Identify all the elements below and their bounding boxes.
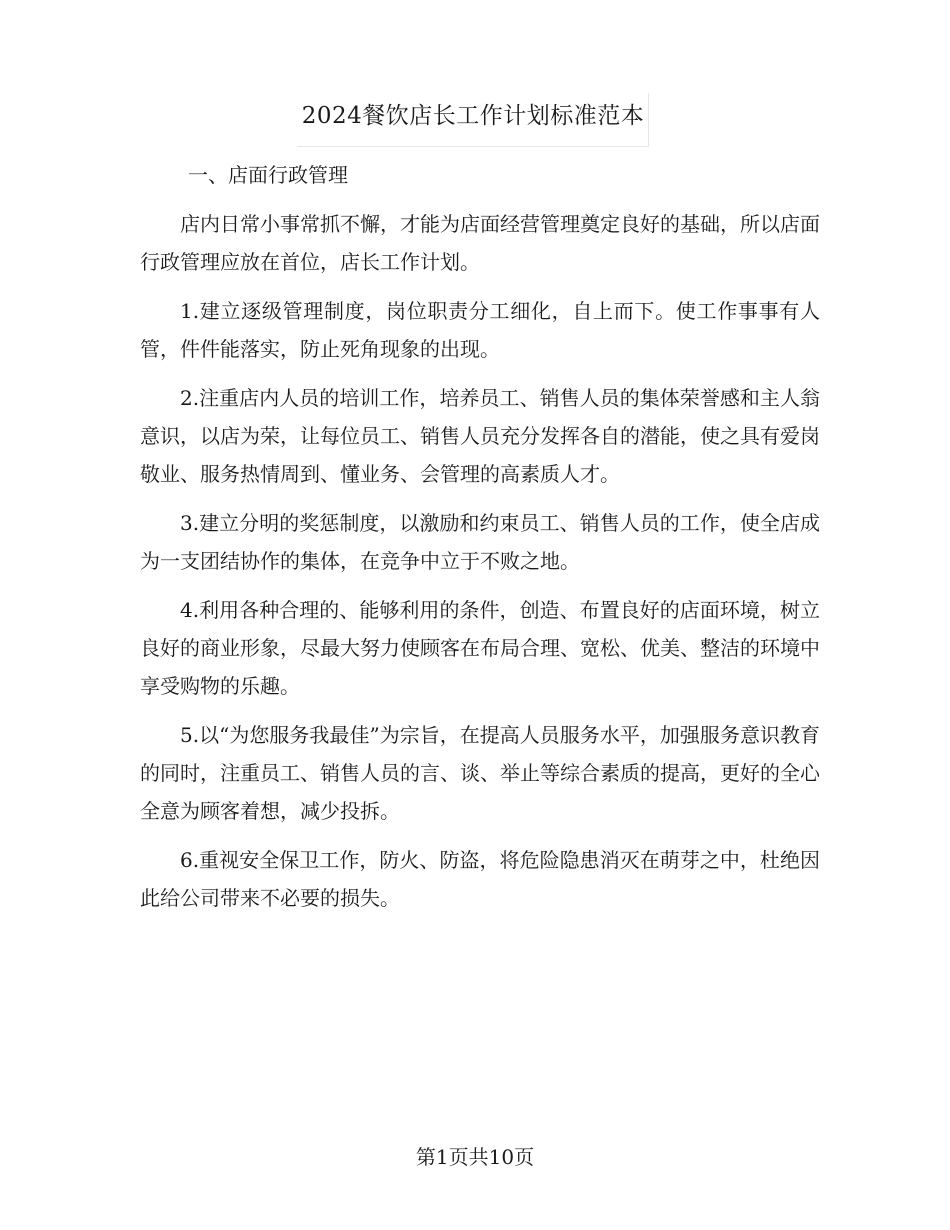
- paragraph-item-6: 6.重视安全保卫工作，防火、防盗，将危险隐患消灭在萌芽之中，杜绝因此给公司带来不必要的损失。: [140, 848, 820, 910]
- page-number-footer: 第1页共10页: [415, 1145, 535, 1169]
- paragraph-item-2: 2.注重店内人员的培训工作，培养员工、销售人员的集体荣誉感和主人翁意识，以店为荣，让每位员工、销售人员充分发挥各自的潜能，使之具有爱岗敬业、服务热情周到、懂业务、会管理的高素质人才。: [140, 386, 820, 486]
- paragraph-item-4: 4.利用各种合理的、能够利用的条件，创造、布置良好的店面环境，树立良好的商业形象，尽最大努力使顾客在布局合理、宽松、优美、整洁的环境中享受购物的乐趣。: [140, 598, 820, 698]
- document-title: 2024餐饮店长工作计划标准范本: [301, 103, 645, 129]
- section-heading: 一、店面行政管理: [188, 163, 348, 187]
- paragraph-intro: 店内日常小事常抓不懈，才能为店面经营管理奠定良好的基础，所以店面行政管理应放在首位，店长工作计划。: [140, 212, 820, 274]
- document-body: [140, 156, 820, 928]
- paragraph-item-5: 5.以“为您服务我最佳”为宗旨，在提高人员服务水平，加强服务意识教育的同时，注重员工、销售人员的言、谈、举止等综合素质的提高，更好的全心全意为顾客着想，减少投拆。: [140, 723, 820, 823]
- title-box: [297, 93, 649, 147]
- paragraph-item-3: 3.建立分明的奖惩制度，以激励和约束员工、销售人员的工作，使全店成为一支团结协作的集体，在竞争中立于不败之地。: [140, 511, 820, 573]
- paragraph-item-1: 1.建立逐级管理制度，岗位职责分工细化，自上而下。使工作事事有人管，件件能落实，防止死角现象的出现。: [140, 299, 820, 361]
